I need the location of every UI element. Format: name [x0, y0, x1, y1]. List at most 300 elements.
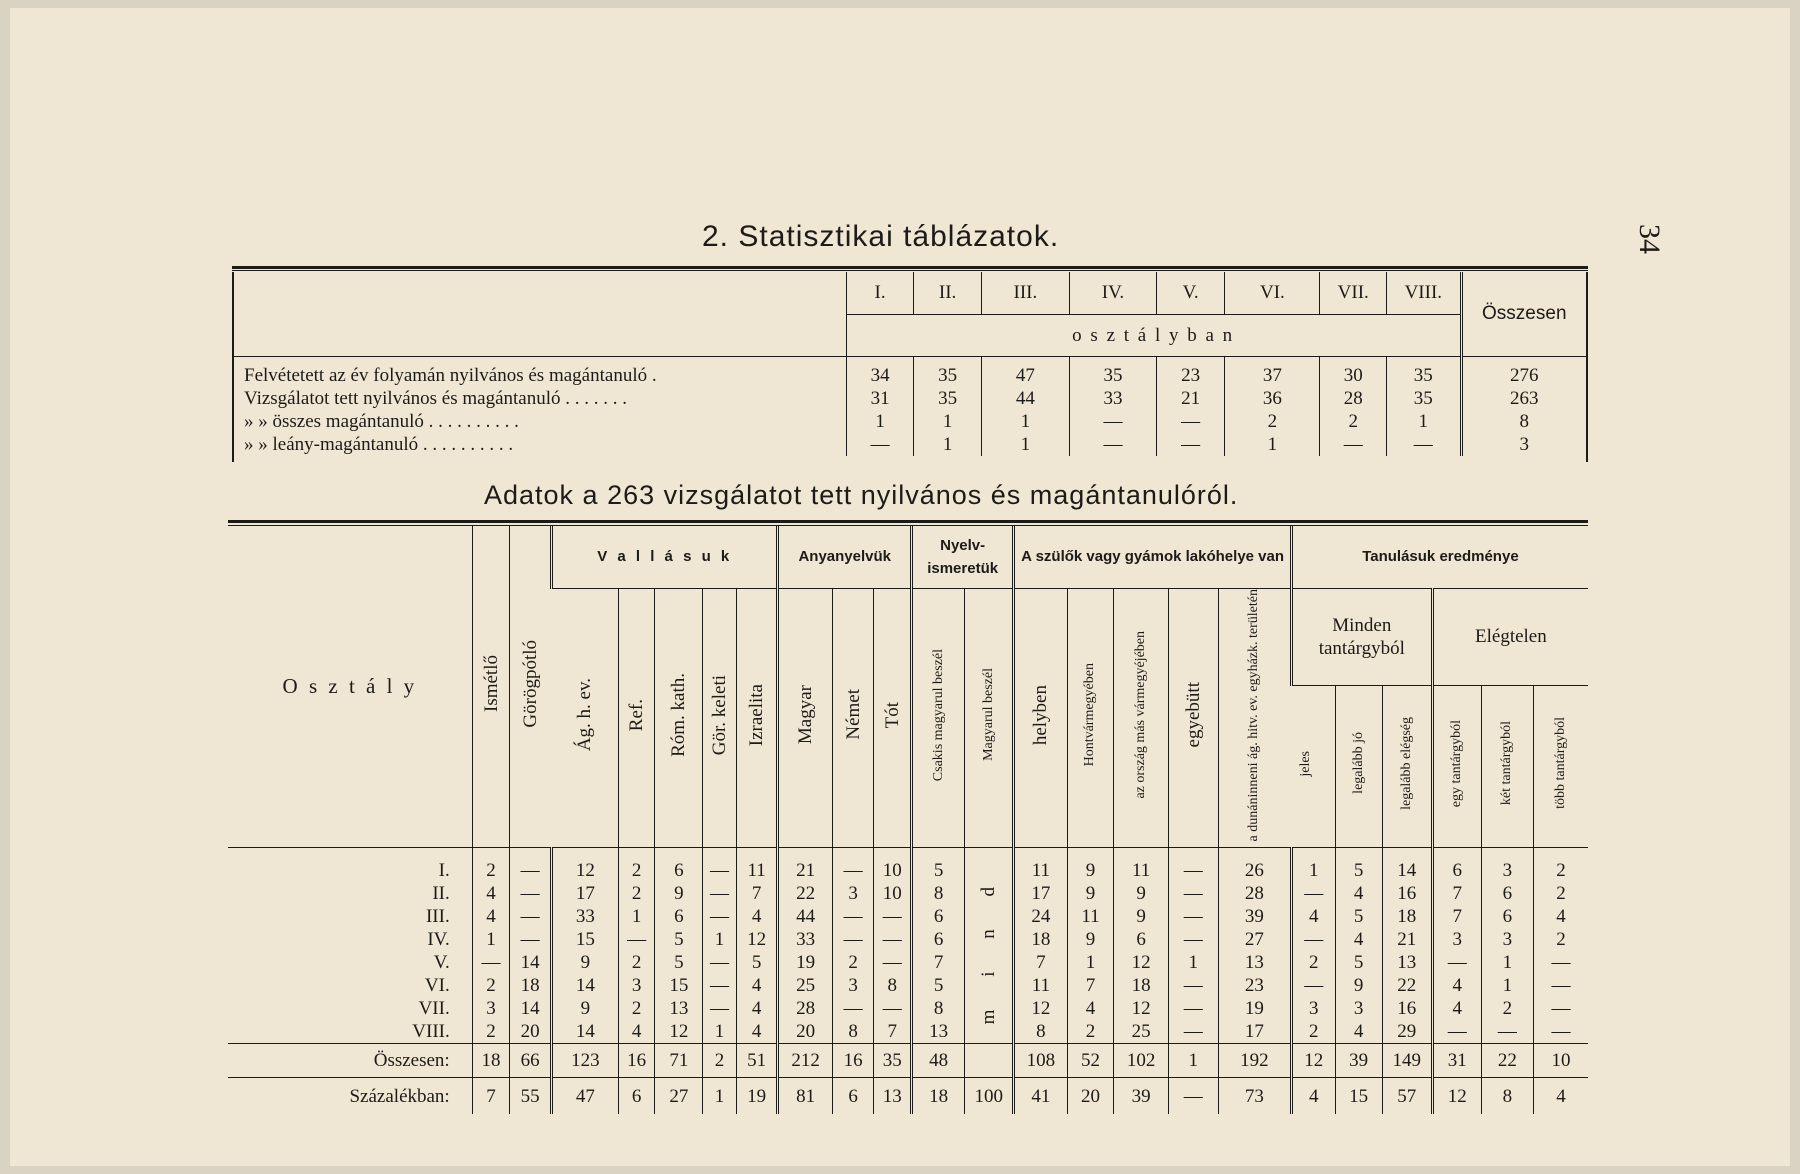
row-label: Felvétetett az év folyamán nyilvános és magántanuló . — [244, 365, 657, 386]
cell: 31 — [1432, 1044, 1481, 1078]
total-cell: 276 — [1461, 364, 1586, 387]
cell: 3 — [1481, 859, 1533, 882]
cell: 3 — [832, 974, 874, 997]
cell: 6 — [832, 1078, 874, 1114]
cell: 35 — [1069, 364, 1156, 387]
table-row — [228, 859, 1588, 882]
table1-row — [234, 364, 1586, 387]
cell: 4 — [1335, 882, 1382, 905]
cell: 6 — [618, 1078, 655, 1114]
col-header: Magyar — [778, 588, 832, 847]
total-cell: 3 — [1461, 433, 1586, 456]
cell: — — [703, 997, 736, 1020]
cell: 35 — [874, 1044, 912, 1078]
vallasuk-header: V a l l á s u k — [552, 526, 778, 588]
cell: 16 — [832, 1044, 874, 1078]
col-header: egyebütt — [1168, 588, 1218, 847]
col-header: Magyarul beszél — [965, 588, 1014, 847]
cell: 10 — [874, 882, 912, 905]
cell: 41 — [1014, 1078, 1067, 1114]
cell: — — [1168, 859, 1218, 882]
cell: 13 — [874, 1078, 912, 1114]
cell: 9 — [1114, 882, 1168, 905]
col-header: az ország más vármegyéjében — [1114, 588, 1168, 847]
class-header: VIII. — [1387, 272, 1462, 314]
cell: 2 — [1533, 928, 1588, 951]
cell: — — [832, 997, 874, 1020]
cell: 2 — [618, 882, 655, 905]
osztaly-header: O s z t á l y — [228, 526, 472, 847]
cell: 47 — [981, 364, 1069, 387]
cell: 4 — [736, 1020, 778, 1044]
cell: — — [703, 905, 736, 928]
col-header: Izraelita — [736, 588, 778, 847]
cell: — — [703, 859, 736, 882]
cell: 20 — [1067, 1078, 1114, 1114]
cell: 2 — [703, 1044, 736, 1078]
cell: 4 — [472, 882, 510, 905]
cell: 47 — [552, 1078, 619, 1114]
cell: 28 — [778, 997, 832, 1020]
student-data-table — [228, 526, 1588, 1114]
cell: 4 — [736, 997, 778, 1020]
cell: 14 — [510, 997, 552, 1020]
cell: 12 — [1432, 1078, 1481, 1114]
cell: 1 — [1168, 951, 1218, 974]
cell: 11 — [736, 859, 778, 882]
col-header: Gör. keleti — [703, 588, 736, 847]
cell: 3 — [1432, 928, 1481, 951]
cell: 13 — [912, 1020, 965, 1044]
cell: — — [510, 905, 552, 928]
col-header: két tantárgyból — [1481, 685, 1533, 847]
cell: 7 — [874, 1020, 912, 1044]
total-cell: 8 — [1461, 410, 1586, 433]
cell: 29 — [1382, 1020, 1432, 1044]
cell: 7 — [1014, 951, 1067, 974]
cell: 6 — [912, 905, 965, 928]
cell: 26 — [1218, 859, 1291, 882]
cell: 17 — [1218, 1020, 1291, 1044]
cell: 8 — [1481, 1078, 1533, 1114]
cell: — — [1168, 997, 1218, 1020]
cell: 2 — [618, 997, 655, 1020]
cell: — — [846, 433, 914, 456]
cell: 1 — [1225, 433, 1320, 456]
cell: 4 — [618, 1020, 655, 1044]
cell: 149 — [1382, 1044, 1432, 1078]
cell: 12 — [736, 928, 778, 951]
cell: 21 — [778, 859, 832, 882]
cell: 17 — [1014, 882, 1067, 905]
cell: 2 — [618, 951, 655, 974]
cell: 1 — [1067, 951, 1114, 974]
cell: 6 — [1432, 859, 1481, 882]
row-label: Százalékban: — [228, 1078, 472, 1114]
osztalyban-label: o s z t á l y b a n — [846, 314, 1461, 356]
row-label: VI. — [424, 975, 450, 997]
cell: 44 — [981, 387, 1069, 410]
col-header: Róm. kath. — [655, 588, 703, 847]
cell: 16 — [618, 1044, 655, 1078]
cell: 7 — [736, 882, 778, 905]
cell: 123 — [552, 1044, 619, 1078]
cell: 2 — [1533, 882, 1588, 905]
cell: 28 — [1320, 387, 1387, 410]
minden-header: Minden tantárgyból — [1291, 588, 1432, 685]
cell: 5 — [912, 859, 965, 882]
cell: 4 — [736, 905, 778, 928]
cell: — — [1533, 951, 1588, 974]
cell: 13 — [1382, 951, 1432, 974]
cell: 1 — [703, 928, 736, 951]
cell: — — [703, 974, 736, 997]
cell: 27 — [1218, 928, 1291, 951]
cell: 22 — [1481, 1044, 1533, 1078]
cell: 1 — [472, 928, 510, 951]
cell: 33 — [778, 928, 832, 951]
cell: 19 — [1218, 997, 1291, 1020]
cell: 25 — [1114, 1020, 1168, 1044]
cell: 8 — [912, 882, 965, 905]
cell: 31 — [846, 387, 914, 410]
col-header: jeles — [1291, 685, 1335, 847]
cell: — — [472, 951, 510, 974]
cell: 15 — [552, 928, 619, 951]
cell: — — [1168, 905, 1218, 928]
table1-top-rule — [232, 266, 1588, 269]
row-label: I. — [438, 860, 450, 882]
cell: 22 — [778, 882, 832, 905]
cell: — — [1291, 974, 1335, 997]
eredmeny-header: Tanulásuk eredménye — [1291, 526, 1588, 588]
cell: 18 — [1382, 905, 1432, 928]
cell: 9 — [1067, 882, 1114, 905]
col-header: Tót — [874, 588, 912, 847]
class-header: I. — [846, 272, 914, 314]
cell: 2 — [472, 859, 510, 882]
cell: 71 — [655, 1044, 703, 1078]
cell: 35 — [914, 364, 982, 387]
cell: — — [1168, 974, 1218, 997]
class-header: II. — [914, 272, 982, 314]
cell: 39 — [1218, 905, 1291, 928]
cell: 10 — [874, 859, 912, 882]
cell: 6 — [912, 928, 965, 951]
cell: 1 — [703, 1078, 736, 1114]
cell: 12 — [655, 1020, 703, 1044]
cell: 7 — [912, 951, 965, 974]
cell: 4 — [1533, 905, 1588, 928]
cell: 8 — [832, 1020, 874, 1044]
cell: 12 — [1114, 951, 1168, 974]
cell: 3 — [618, 974, 655, 997]
cell: 14 — [510, 951, 552, 974]
cell: — — [1387, 433, 1462, 456]
col-header: Ismétlő — [472, 526, 510, 847]
cell: 4 — [1335, 928, 1382, 951]
cell: 15 — [655, 974, 703, 997]
cell: 18 — [912, 1078, 965, 1114]
col-header: egy tantárgyból — [1432, 685, 1481, 847]
cell: 19 — [736, 1078, 778, 1114]
cell: — — [874, 928, 912, 951]
cell: 57 — [1382, 1078, 1432, 1114]
col-header: több tantárgyból — [1533, 685, 1588, 847]
col-header: helyben — [1014, 588, 1067, 847]
cell: 5 — [655, 928, 703, 951]
cell: 2 — [1291, 1020, 1335, 1044]
cell: 36 — [1225, 387, 1320, 410]
cell: — — [1156, 410, 1224, 433]
cell: 28 — [1218, 882, 1291, 905]
cell: 33 — [1069, 387, 1156, 410]
table-row — [228, 1020, 1588, 1044]
cell: — — [1432, 1020, 1481, 1044]
row-label: Vizsgálatot tett nyilvános és magántanuló . . . . . . . — [244, 388, 628, 409]
cell: 9 — [1067, 859, 1114, 882]
table-row — [228, 997, 1588, 1020]
cell: 73 — [1218, 1078, 1291, 1114]
total-header: Összesen — [1461, 272, 1586, 356]
cell: — — [510, 882, 552, 905]
page-number: 34 — [1633, 224, 1666, 254]
cell: 5 — [1335, 951, 1382, 974]
cell: 15 — [1335, 1078, 1382, 1114]
class-header: VI. — [1225, 272, 1320, 314]
cell: 212 — [778, 1044, 832, 1078]
cell: — — [1533, 997, 1588, 1020]
cell: — — [1291, 882, 1335, 905]
cell: 8 — [874, 974, 912, 997]
row-label: » » összes magántanuló . . . . . . . . . . — [244, 411, 519, 432]
cell: — — [703, 951, 736, 974]
cell: 7 — [1067, 974, 1114, 997]
row-label: V. — [433, 952, 450, 974]
cell: 18 — [1014, 928, 1067, 951]
cell: 14 — [552, 1020, 619, 1044]
cell: 11 — [1114, 859, 1168, 882]
table-row — [228, 951, 1588, 974]
cell: 4 — [1335, 1020, 1382, 1044]
cell: 33 — [552, 905, 619, 928]
cell: 11 — [1014, 974, 1067, 997]
cell: 14 — [1382, 859, 1432, 882]
cell: — — [703, 882, 736, 905]
table-row — [228, 974, 1588, 997]
cell: — — [1168, 1020, 1218, 1044]
cell: 16 — [1382, 997, 1432, 1020]
cell: 2 — [1481, 997, 1533, 1020]
cell: 44 — [778, 905, 832, 928]
cell: 12 — [1014, 997, 1067, 1020]
row-label: IV. — [427, 929, 450, 951]
cell: 5 — [912, 974, 965, 997]
enrollment-table — [234, 272, 1586, 456]
cell: 35 — [914, 387, 982, 410]
row-label: VII. — [418, 998, 450, 1020]
cell: 12 — [1291, 1044, 1335, 1078]
cell: 35 — [1387, 387, 1462, 410]
cell: 7 — [1432, 905, 1481, 928]
cell: — — [1156, 433, 1224, 456]
cell: 52 — [1067, 1044, 1114, 1078]
anyanyelvuk-header: Anyanyelvük — [778, 526, 912, 588]
col-header: a dunáninneni ág. hitv. ev. egyházk. területén — [1218, 588, 1291, 847]
cell: 24 — [1014, 905, 1067, 928]
cell: 5 — [736, 951, 778, 974]
cell: 23 — [1218, 974, 1291, 997]
cell: 23 — [1156, 364, 1224, 387]
cell: 4 — [1067, 997, 1114, 1020]
cell: 18 — [472, 1044, 510, 1078]
cell: 6 — [655, 859, 703, 882]
cell: 4 — [1291, 1078, 1335, 1114]
table1-row — [234, 410, 1586, 433]
class-header: V. — [1156, 272, 1224, 314]
cell: 9 — [552, 951, 619, 974]
col-header: Ág. h. ev. — [552, 588, 619, 847]
cell: — — [1432, 951, 1481, 974]
cell: — — [1291, 928, 1335, 951]
cell: 1 — [1168, 1044, 1218, 1078]
cell: 81 — [778, 1078, 832, 1114]
cell: — — [618, 928, 655, 951]
cell: 1 — [1481, 951, 1533, 974]
cell: 1 — [981, 410, 1069, 433]
cell: 2 — [472, 974, 510, 997]
cell: 7 — [1432, 882, 1481, 905]
cell: 2 — [1067, 1020, 1114, 1044]
table2-top-rule — [228, 520, 1588, 523]
cell: 16 — [1382, 882, 1432, 905]
cell: — — [1069, 410, 1156, 433]
cell: 1 — [981, 433, 1069, 456]
lakohely-header: A szülők vagy gyámok lakóhelye van — [1014, 526, 1292, 588]
table-row — [228, 1078, 1588, 1114]
cell: — — [832, 928, 874, 951]
row-label: III. — [425, 906, 450, 928]
cell: 4 — [1291, 905, 1335, 928]
cell: 6 — [655, 905, 703, 928]
cell: 20 — [778, 1020, 832, 1044]
cell: 11 — [1067, 905, 1114, 928]
cell: 10 — [1533, 1044, 1588, 1078]
table-row — [228, 928, 1588, 951]
cell: 4 — [736, 974, 778, 997]
cell: 6 — [1481, 905, 1533, 928]
cell: 5 — [1335, 905, 1382, 928]
cell: 17 — [552, 882, 619, 905]
cell: 5 — [1335, 859, 1382, 882]
class-header: VII. — [1320, 272, 1387, 314]
cell: 4 — [1432, 974, 1481, 997]
cell: — — [832, 859, 874, 882]
cell: 108 — [1014, 1044, 1067, 1078]
cell: 2 — [618, 859, 655, 882]
cell: 2 — [832, 951, 874, 974]
cell: 11 — [1014, 859, 1067, 882]
elegtelen-header: Elégtelen — [1432, 588, 1588, 685]
cell: — — [832, 905, 874, 928]
cell: 1 — [1387, 410, 1462, 433]
cell: — — [510, 928, 552, 951]
cell: 192 — [1218, 1044, 1291, 1078]
cell: — — [510, 859, 552, 882]
cell: — — [1168, 928, 1218, 951]
table-row — [228, 905, 1588, 928]
cell: 8 — [1014, 1020, 1067, 1044]
row-label: VIII. — [412, 1021, 450, 1043]
cell: 2 — [1320, 410, 1387, 433]
cell: 3 — [1335, 997, 1382, 1020]
col-header: legalább elégség — [1382, 685, 1432, 847]
cell: 2 — [1291, 951, 1335, 974]
cell: 22 — [1382, 974, 1432, 997]
cell: 13 — [655, 997, 703, 1020]
cell: 55 — [510, 1078, 552, 1114]
cell: 25 — [778, 974, 832, 997]
cell: 2 — [1533, 859, 1588, 882]
cell: 66 — [510, 1044, 552, 1078]
class-header: IV. — [1069, 272, 1156, 314]
table-row — [228, 882, 1588, 905]
cell: 13 — [1218, 951, 1291, 974]
table1-top-rule-thin — [232, 270, 1588, 271]
cell: 2 — [472, 1020, 510, 1044]
cell: — — [874, 997, 912, 1020]
cell: 21 — [1382, 928, 1432, 951]
cell: 3 — [1291, 997, 1335, 1020]
table1-right-border — [1586, 272, 1588, 462]
class-header: III. — [981, 272, 1069, 314]
cell: 9 — [1067, 928, 1114, 951]
cell: 4 — [472, 905, 510, 928]
cell: 19 — [778, 951, 832, 974]
cell: 5 — [655, 951, 703, 974]
cell: 39 — [1114, 1078, 1168, 1114]
row-label: » » leány-magántanuló . . . . . . . . . . — [244, 434, 514, 455]
page-title: 2. Statisztikai táblázatok. — [702, 220, 1060, 253]
cell: 30 — [1320, 364, 1387, 387]
cell: 9 — [655, 882, 703, 905]
cell: 1 — [1291, 859, 1335, 882]
cell: 6 — [1114, 928, 1168, 951]
cell: 18 — [1114, 974, 1168, 997]
cell: 102 — [1114, 1044, 1168, 1078]
cell: 1 — [618, 905, 655, 928]
cell: — — [874, 905, 912, 928]
cell: 8 — [912, 997, 965, 1020]
cell: 34 — [846, 364, 914, 387]
cell: 27 — [655, 1078, 703, 1114]
row-label: Összesen: — [228, 1044, 472, 1078]
cell: 1 — [703, 1020, 736, 1044]
cell: 9 — [552, 997, 619, 1020]
col-header: legalább jó — [1335, 685, 1382, 847]
total-cell: 263 — [1461, 387, 1586, 410]
cell: — — [1533, 1020, 1588, 1044]
cell: 1 — [1481, 974, 1533, 997]
cell: — — [1320, 433, 1387, 456]
cell: 1 — [914, 410, 982, 433]
col-header: Csakis magyarul beszél — [912, 588, 965, 847]
cell: 51 — [736, 1044, 778, 1078]
cell: 14 — [552, 974, 619, 997]
cell: 35 — [1387, 364, 1462, 387]
cell: 3 — [832, 882, 874, 905]
cell: 18 — [510, 974, 552, 997]
